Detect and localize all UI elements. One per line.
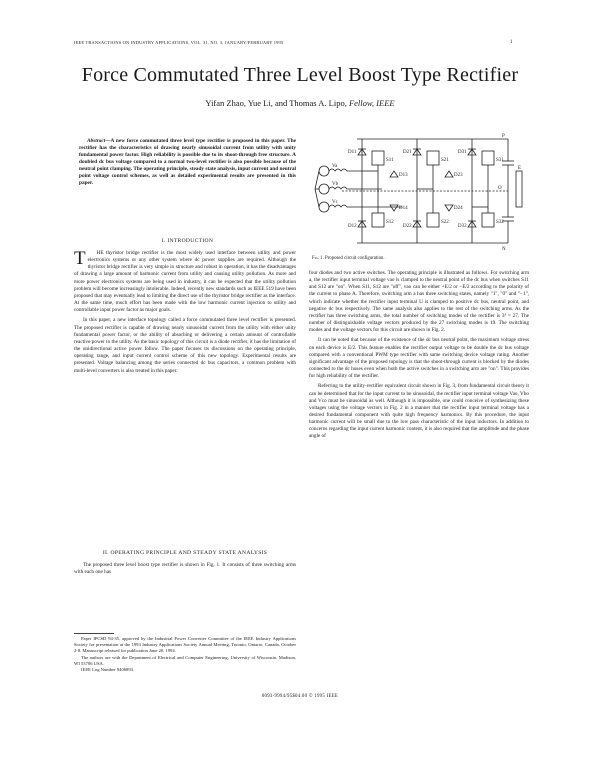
source-label: Vc (332, 200, 338, 205)
diode-label: D22 (403, 224, 412, 229)
right-paragraph-3: Referring to the utility-rectifier equivalent circuit shown in Fig. 3, from fundamental circuit theory it can be determined that for the input current to be sinusoidal, the rectifier input terminal voltage Vao, Vbo and Vco must be sinusoidal as well. Although it is impossible, one could conceive of synthesizing these voltages using the voltage vectors in Fig. 2 in a manner that the rectifier input terminal voltage has a desired fundamental component with quite high frequency harmonics. By this procedure, the input harmonic current will be small due to the low pass characteristic of the input inductors. In addition to concerns regarding the input current harmonic content, it is also required that the amplitude and the phase angle of (309, 383, 529, 440)
node-label: P (502, 134, 505, 139)
paper-title: Force Commutated Three Level Boost Type Rectifier (81, 64, 519, 86)
figure-caption (312, 256, 526, 261)
bus-label: E (518, 166, 522, 171)
footnote-1: Paper IPCSD 94-35, approved by the Industrial Power Converter Committee of the IEEE Industry Applications Society for presentation at the 1993 Industry Applications Society Annual Meeting, Toronto, Ontario, Canada, October 2-8. Manuscript released for publication June 20, 1994. (74, 636, 296, 654)
source-label: Va (332, 164, 338, 169)
footnote-rule (74, 633, 114, 634)
source-label: Vb (332, 182, 339, 187)
circuit-diagram (312, 131, 526, 251)
intro-heading: I. INTRODUCTION (161, 238, 214, 244)
principles-heading: II. OPERATING PRINCIPLE AND STEADY STATE ANALYSIS (102, 550, 268, 556)
left-column (74, 250, 296, 375)
switch-label: S21 (441, 158, 449, 163)
right-column (309, 270, 529, 441)
clamp-diode-label: D24 (454, 206, 463, 211)
author-names: Yifan Zhao, Yue Li, and Thomas A. Lipo, (205, 98, 347, 108)
right-paragraph-2: It can be noted that because of the existence of the dc bus neutral point, the maximum voltage stress on each device is E/2. This feature enables the rectifier output voltage to be double the dc bus voltage compared with a conventional PWM type rectifier with same switching device voltage rating. Another significant advantage of the proposed topology is that the shoot-through current is blocked by the diodes connected to the dc buses even when both the active switches in a switching arm are "on". This provides for high reliability of the rectifier. (309, 337, 529, 380)
node-label: N (502, 247, 506, 251)
author-line (60, 98, 540, 108)
dropcap: T (74, 248, 86, 269)
right-paragraph-1: four diodes and two active switches. The operating principle is illustrated as follows. For switching arm a, the rectifier input terminal voltage vao is clamped to the neutral point of the dc bus when switches S11 and S12 are "on". When S11, S12 are "off", vao can be either +E/2 or −E/2 according to the polarity of the current to phase A. Therefore, switching arm a has three switching states, namely "1", "0" and "−1", which indicate whether the rectifier input terminal U is clamped to positive dc bus, neutral point, and negative dc bus respectively. The same analysis also applies to the rest of the switching arms. As the rectifier has three switching arms, the total number of switching modes of the rectifier is 3³ = 27. The number of distinguishable voltage vectors produced by the 27 switching modes is 19. The switching modes and the voltage vectors for this circuit are shown in Fig. 2. (309, 270, 529, 334)
abstract-text: A new force commutated three level type rectifier is proposed in this paper. The rectifier has the characteristics of drawing nearly sinusoidal current from utility with unity fundamental power factor. High reliability is possible due to its shoot-through free structure. A doubled dc bus voltage compared to a normal two-level rectifier is also possible because of the neutral point clamping. The operating principle, steady state analysis, input current and neutral point voltage control schemes, as well as detailed experimental results are presented in this paper. (79, 138, 296, 186)
clamp-diode-label: D23 (454, 173, 463, 178)
diode-label: D31 (458, 150, 467, 155)
diode-label: D11 (348, 150, 357, 155)
running-head: IEEE TRANSACTIONS ON INDUSTRY APPLICATIONS, VOL. 31, NO. 3, JANUARY/FEBRUARY 1995 (74, 40, 284, 45)
switch-label: S32 (496, 220, 504, 225)
caption-label: Fig. 1. (312, 256, 324, 261)
abstract (79, 138, 296, 187)
diode-label: D32 (458, 224, 467, 229)
abstract-label: Abstract— (87, 138, 111, 144)
principles-paragraph-1: The proposed three level boost type rectifier is shown in Fig. 1. It consists of three switching arms with each one has (74, 562, 296, 576)
switch-label: S11 (386, 158, 394, 163)
switch-label: S22 (441, 220, 449, 225)
principles-text (74, 562, 296, 576)
footnote-2: The authors are with the Department of Electrical and Computer Engineering, University of Wisconsin, Madison, WI 53706 USA. (74, 654, 296, 666)
intro-paragraph-1: HE thyristor bridge rectifier is the most widely used interface between utility and power electronics systems or any other system where dc power supplies are required. Although the thyristor bridge rectifier is very simple in structure and robust in operation, it has the disadvantages of drawing a large amount of harmonic current from utility and causing utility pollution. As more and more power electronics systems are being used in industry, it can be expected that the utility pollution problem will become increasingly intolerable. Indeed, recently new standards such as IEEE 519 have been proposed that may eventually lead to limiting the direct use of the thyristor bridge rectifier as the interface. At the same time, much effort has been made with the low harmonic current injection to utility and controllable input power factor as major goals. (74, 250, 296, 314)
node-label: O (498, 186, 502, 191)
switch-label: S12 (386, 220, 394, 225)
intro-paragraph-2: In this paper, a new interface topology called a force commutated three level rectifier is presented. The proposed rectifier is capable of drawing nearly sinusoidal current from the utility with either unity fundamental power factor, or the ability of absorbing or delivering a certain amount of controllable reactive power to the utility. As the basic topology of this circuit is a diode rectifier, it has the limitation of the unidirectional active power follow. The paper focuses its discussions on the operating principle, operating range, and input current control scheme of this new topology. Experimental results are presented. Voltage balancing among the series connected dc bus capacitors, a common problem with multi-level converters is also treated in this paper. (74, 317, 296, 374)
author-grade: Fellow, IEEE (348, 98, 395, 108)
clamp-diode-label: D14 (399, 206, 408, 211)
switch-label: S31 (496, 158, 504, 163)
diode-label: D12 (348, 224, 357, 229)
caption-text: Proposed circuit configuration. (325, 256, 385, 261)
diode-label: D21 (403, 150, 412, 155)
page-number: 1 (510, 40, 513, 45)
copyright-line: 0093-9994/95$04.00 © 1995 IEEE (261, 694, 339, 699)
footnote-3: IEEE Log Number 9406893. (81, 667, 135, 673)
footnote (74, 636, 296, 673)
figure-1 (312, 131, 526, 251)
clamp-diode-label: D13 (399, 173, 408, 178)
